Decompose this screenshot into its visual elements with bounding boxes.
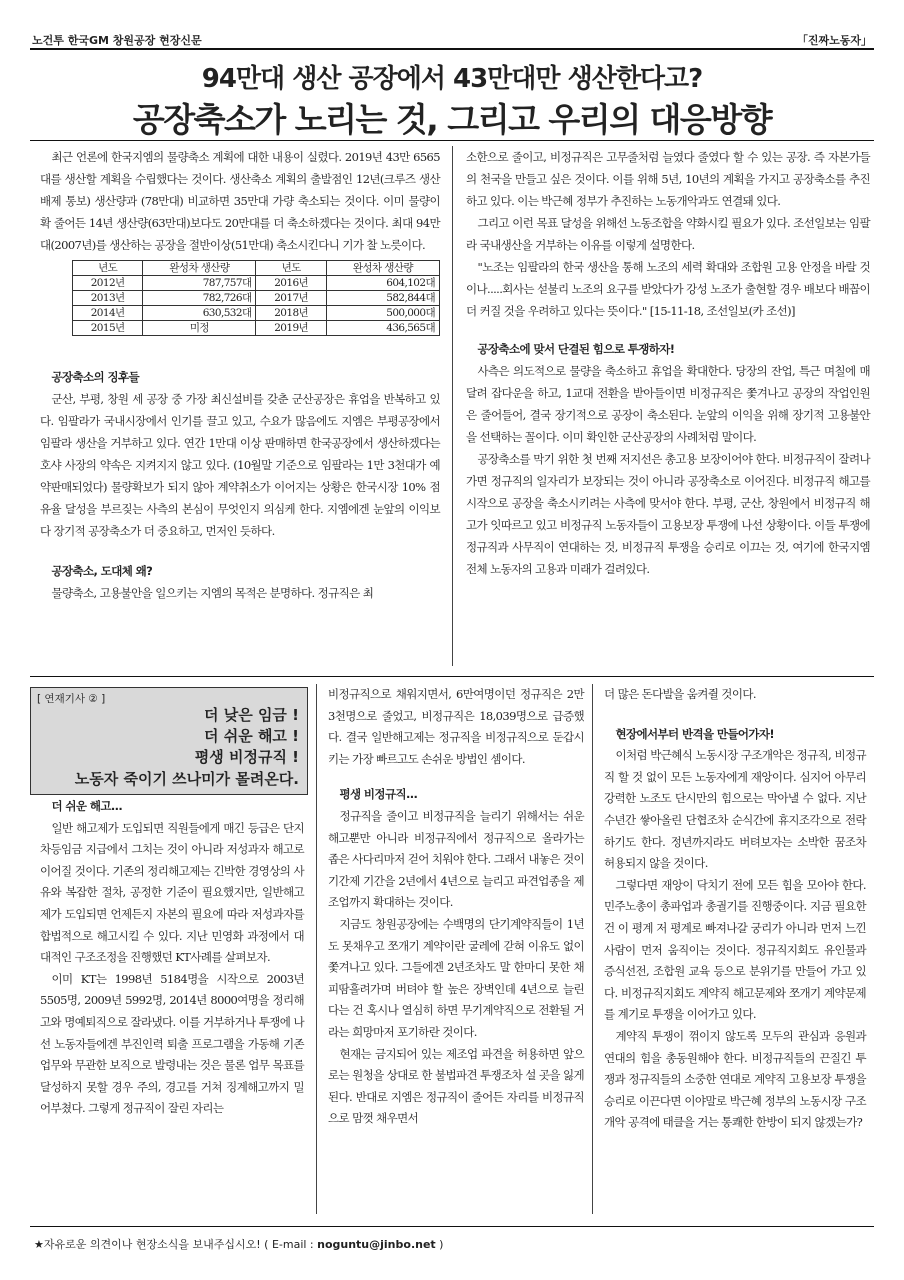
table-header: 년도 — [73, 261, 143, 276]
production-table — [72, 260, 440, 336]
bottom-left-paragraph-2: 이미 KT는 1998년 5184명을 시작으로 2003년 5505명, 2009년 5992명, 2014년 8000여명을 정리해고와 명예퇴직으로 잘라냈다. 이를 거부하거나 투쟁에 나선 노동자들에겐 부진인력 퇴출 프로그램을 가동해 기존 업무와 무관한 보직으로 발령내는 것은 물론 업무 목표를 달성하지 못할 경우 주의, 경고를 거쳐 징계해고까지 밀어부쳤다. 그렇게 정규직이 잘린 자리는 — [40, 971, 304, 1116]
bottom-mid-paragraph-2: 지금도 창원공장에는 수백명의 단기계약직들이 1년도 못채우고 쪼개기 계약이란 굴레에 갇혀 이유도 없이 쫓겨나고 있다. 그들에겐 2년조차도 말 한마디 못한 채 피땀흘려가며 버텨야 할 높은 장벽인데 4년으로 늘린다는 건 혹시나 열심히 하면 무기계약직으로 전환될 거라는 희망마저 포기하란 것이다. — [328, 916, 584, 1039]
quote-paragraph: "노조는 임팔라의 한국 생산을 통해 노조의 세력 확대와 조합원 고용 안정을 바랄 것이나.....회사는 섣불리 노조의 요구를 받았다가 강성 노조가 출현할 경우 배보다 배꼽이 더 커질 것을 우려하고 있다는 뜻이다." [15-11-18, 조선일보(카 조선)] — [466, 260, 870, 318]
bottom-right-column — [604, 684, 866, 1134]
headline-line2: 공장축소가 노리는 것, 그리고 우리의 대응방향 — [132, 100, 772, 139]
right-paragraph-0: 소한으로 줄이고, 비정규직은 고무줄처럼 늘였다 줄였다 할 수 있는 공장. 즉 자본가들의 천국을 만들고 싶은 것이다. 이를 위해 5년, 10년의 계획을 가지고 공장축소를 추진하고 있다. 이는 박근혜 정부가 추진하는 노동개악과도 연결돼 있다. — [466, 150, 870, 208]
table-cell: 582,844대 — [326, 291, 439, 306]
bottom-mid-paragraph-3: 현재는 금지되어 있는 제조업 파견을 허용하면 앞으로는 원청을 상대로 한 불법파견 투쟁조차 설 곳을 잃게 된다. 반대로 지엠은 정규직이 줄어든 자리를 비정규직으로 맘껏 채우면서 — [328, 1046, 584, 1126]
serial-tag: [ 연재기사 ② ] — [37, 693, 106, 705]
right-paragraph-3: 사측은 의도적으로 물량을 축소하고 휴업을 확대한다. 당장의 잔업, 특근 며칠에 매달려 잡다운을 하고, 1교대 전환을 받아들이면 비정규직은 쫓겨나고 공장의 작업인원은 줄어들어, 결국 장기적으로 공장이 축소된다. 눈앞의 이익을 위해 장기적 고용불안을 선택하는 꼴이다. 이미 확인한 군산공장의 사례처럼 말이다. — [466, 364, 870, 444]
headline-line1: 94만대 생산 공장에서 43만대만 생산한다고? — [201, 64, 703, 94]
section-rule — [30, 676, 874, 677]
bottom-left-paragraph-1: 일반 해고제가 도입되면 직원들에게 매긴 등급은 단지 차등임금 지급에서 그치는 것이 아니라 저성과자 해고로 이어질 것이다. 기존의 정리해고제는 긴박한 경영상의 사유와 복잡한 절차, 공정한 기준이 필요했지만, 일반해고제가 도입되면 언제든지 자본의 필요에 따라 저성과자를 합법적으로 해고시킬 수 있다. 지난 민영화 과정에서 대대적인 구조조정을 진행했던 KT사례를 살펴보자. — [40, 820, 304, 965]
table-cell: 2018년 — [256, 306, 326, 321]
table-row — [73, 321, 440, 336]
table-cell: 2017년 — [256, 291, 326, 306]
upper-right-column — [466, 146, 870, 580]
signs-paragraph: 군산, 부평, 창원 세 공장 중 가장 최신설비를 갖춘 군산공장은 휴업을 반복하고 있다. 임팔라가 국내시장에서 인기를 끌고 있고, 수요가 많음에도 지엠은 부평공장에서 임팔라 생산을 거부하고 있다. 연간 1만대 이상 판매하면 한국공장에서 생산하겠다는 호샤 사장의 약속은 지켜지지 않고 있다. (10월말 기준으로 임팔라는 1만 3천대가 예약판매되었다) 물량확보가 되지 않아 계약취소가 이어지는 상황은 한국시장 10% 점유율 달성을 부르짖는 사측의 본심이 무엇인지 의심케 한다. 지엠에겐 눈앞의 이익보다 장기적 공장축소가 더 중요하고, 먼저인 듯하다. — [40, 392, 440, 538]
subheading-counterattack: 현장에서부터 반격을 만들어가자! — [615, 726, 775, 741]
table-cell: 2012년 — [73, 276, 143, 291]
table-row — [73, 291, 440, 306]
table-cell: 2013년 — [73, 291, 143, 306]
bottom-left-column — [40, 796, 304, 1120]
table-cell: 787,757대 — [143, 276, 256, 291]
upper-left-column — [40, 146, 440, 604]
footer-email-link[interactable]: noguntu@jinbo.net — [317, 1238, 436, 1251]
table-cell: 436,565대 — [326, 321, 439, 336]
column-divider — [452, 146, 453, 666]
bottom-right-paragraph-1: 이처럼 박근혜식 노동시장 구조개악은 정규직, 비정규직 할 것 없이 모든 노동자에게 재앙이다. 심지어 아무리 강력한 노조도 단시만의 힘으로는 막아낼 수 없다. 지난 수년간 쌓아올린 단협조차 순식간에 휴지조각으로 전락하기도 한다. 정년까지라도 버텨보자는 소박한 꿈조차 허용되지 않을 것이다. — [604, 748, 866, 871]
box-line-3: 평생 비정규직 ! — [194, 748, 299, 766]
table-row — [73, 276, 440, 291]
footer-text: ★자유로운 의견이나 현장소식을 보내주십시오! ( E-mail : — [34, 1238, 318, 1251]
bottom-middle-column — [328, 684, 584, 1130]
table-header: 완성차 생산량 — [143, 261, 256, 276]
top-rule — [30, 48, 874, 50]
why-paragraph: 물량축소, 고용불안을 일으키는 지엠의 목적은 분명하다. 정규직은 최 — [51, 586, 374, 600]
table-header-row — [73, 261, 440, 276]
masthead-title: 노건투 한국GM 창원공장 현장신문 — [32, 34, 202, 47]
column-divider — [592, 684, 593, 1214]
headline-rule — [30, 140, 874, 141]
right-paragraph-4: 공장축소를 막기 위한 첫 번째 저지선은 총고용 보장이어야 한다. 비정규직이 잘려나가면 정규직의 일자리가 보장되는 것이 아니라 공장축소로 이어진다. 비정규직 해고를 시작으로 공장을 축소시키려는 사측에 맞서야 한다. 부평, 군산, 창원에서 비정규직 해고가 잇따르고 있고 비정규직 노동자들이 고용보장 투쟁에 나선 상황이다. 이들 투쟁에 정규직과 사무직이 연대하는 것, 비정규직 투쟁을 승리로 이끄는 것, 여기에 한국지엠 전체 노동자의 고용과 미래가 걸려있다. — [466, 452, 870, 576]
masthead-paper-name: 「진짜노동자」 — [796, 34, 872, 47]
box-line-2: 더 쉬운 해고 ! — [204, 727, 299, 745]
table-cell: 500,000대 — [326, 306, 439, 321]
bottom-right-paragraph-3: 계약직 투쟁이 꺾이지 않도록 모두의 관심과 응원과 연대의 힘을 총동원해야 한다. 비정규직들의 끈질긴 투쟁과 정규직들의 소중한 연대로 계약직 고용보장 투쟁을 승리로 이끈다면 이야말로 박근혜 정부의 노동시장 구조개악 공격에 태클을 거는 통쾌한 한방이 되지 않겠는가? — [604, 1028, 866, 1130]
subheading-fight: 공장축소에 맞서 단결된 힘으로 투쟁하자! — [477, 342, 675, 356]
subheading-signs: 공장축소의 징후들 — [51, 370, 139, 384]
table-cell: 782,726대 — [143, 291, 256, 306]
subheading-why: 공장축소, 도대체 왜? — [51, 564, 153, 578]
right-paragraph-1: 그리고 이런 목표 달성을 위해선 노동조합을 약화시킬 필요가 있다. 조선일보는 임팔라 국내생산을 거부하는 이유를 이렇게 설명한다. — [466, 216, 870, 252]
table-row — [73, 306, 440, 321]
subheading-lifelong-irregular: 평생 비정규직... — [339, 787, 418, 802]
bottom-right-paragraph-2: 그렇다면 재앙이 닥치기 전에 모든 힘을 모아야 한다. 민주노총이 총파업과 총궐기를 진행중이다. 지금 필요한건 이 평계 저 평계로 빠져나갈 궁리가 아니라 먼저 느낀 사람이 먼저 움직이는 것이다. 정규직지회도 유인물과 증식선전, 조합원 교육 등으로 분위기를 만들어 가고 있다. 비정규직지회도 계약직 해고문제와 쪼개기 계약문제를 계기로 투쟁을 이어가고 있다. — [604, 877, 866, 1022]
table-cell: 604,102대 — [326, 276, 439, 291]
table-cell: 2015년 — [73, 321, 143, 336]
bottom-mid-paragraph-0: 비정규직으로 채워지면서, 6만여명이던 정규직은 2만3천명으로 줄었고, 비정규직은 18,039명으로 급증했다. 결국 일반해고제는 정규직을 비정규직으로 둔갑시키는 가장 빠르고도 손쉬운 방법인 셈이다. — [328, 687, 584, 766]
table-cell: 2014년 — [73, 306, 143, 321]
table-cell: 미정 — [143, 321, 256, 336]
bottom-mid-paragraph-1: 정규직을 줄이고 비정규직을 늘리기 위해서는 쉬운 해고뿐만 아니라 비정규직에서 정규직으로 올라가는 좁은 사다리마저 걷어 치워야 한다. 그래서 내놓은 것이 기간제 기간을 2년에서 4년으로 늘리고 파견업종을 제조업까지 확대하는 것이다. — [328, 808, 584, 910]
bottom-right-paragraph-0: 더 많은 돈다발을 움켜쥘 것이다. — [604, 687, 756, 701]
masthead — [30, 30, 874, 46]
intro-paragraph: 최근 언론에 한국지엠의 물량축소 계획에 대한 내용이 실렸다. 2019년 43만 6565대를 생산할 계획을 수립했다는 것이다. 생산축소 계획의 출발점인 12년(크루즈 생산 배제 통보) 생산량과 (78만대) 비교하면 35만대 가량 축소되는 것이다. 이미 물량이 확 줄어든 14년 생산량(63만대)보다도 20만대를 더 축소하겠다는 것이다. 최대 94만대(2007년)를 생산하는 공장을 절반이상(51만대) 축소시킨다니 기가 찰 노릇이다. — [40, 150, 440, 252]
footer-close: ) — [435, 1238, 444, 1251]
table-cell: 2016년 — [256, 276, 326, 291]
table-header: 완성차 생산량 — [326, 261, 439, 276]
table-cell: 630,532대 — [143, 306, 256, 321]
footer-rule — [30, 1226, 874, 1227]
box-line-4: 노동자 죽이기 쓰나미가 몰려온다. — [74, 770, 299, 788]
table-cell: 2019년 — [256, 321, 326, 336]
column-divider — [316, 684, 317, 1214]
box-line-1: 더 낮은 임금 ! — [204, 706, 299, 724]
subheading-easy-dismissal: 더 쉬운 해고... — [51, 799, 123, 813]
table-header: 년도 — [256, 261, 326, 276]
footer — [34, 1236, 443, 1252]
serial-article-box — [30, 687, 308, 795]
